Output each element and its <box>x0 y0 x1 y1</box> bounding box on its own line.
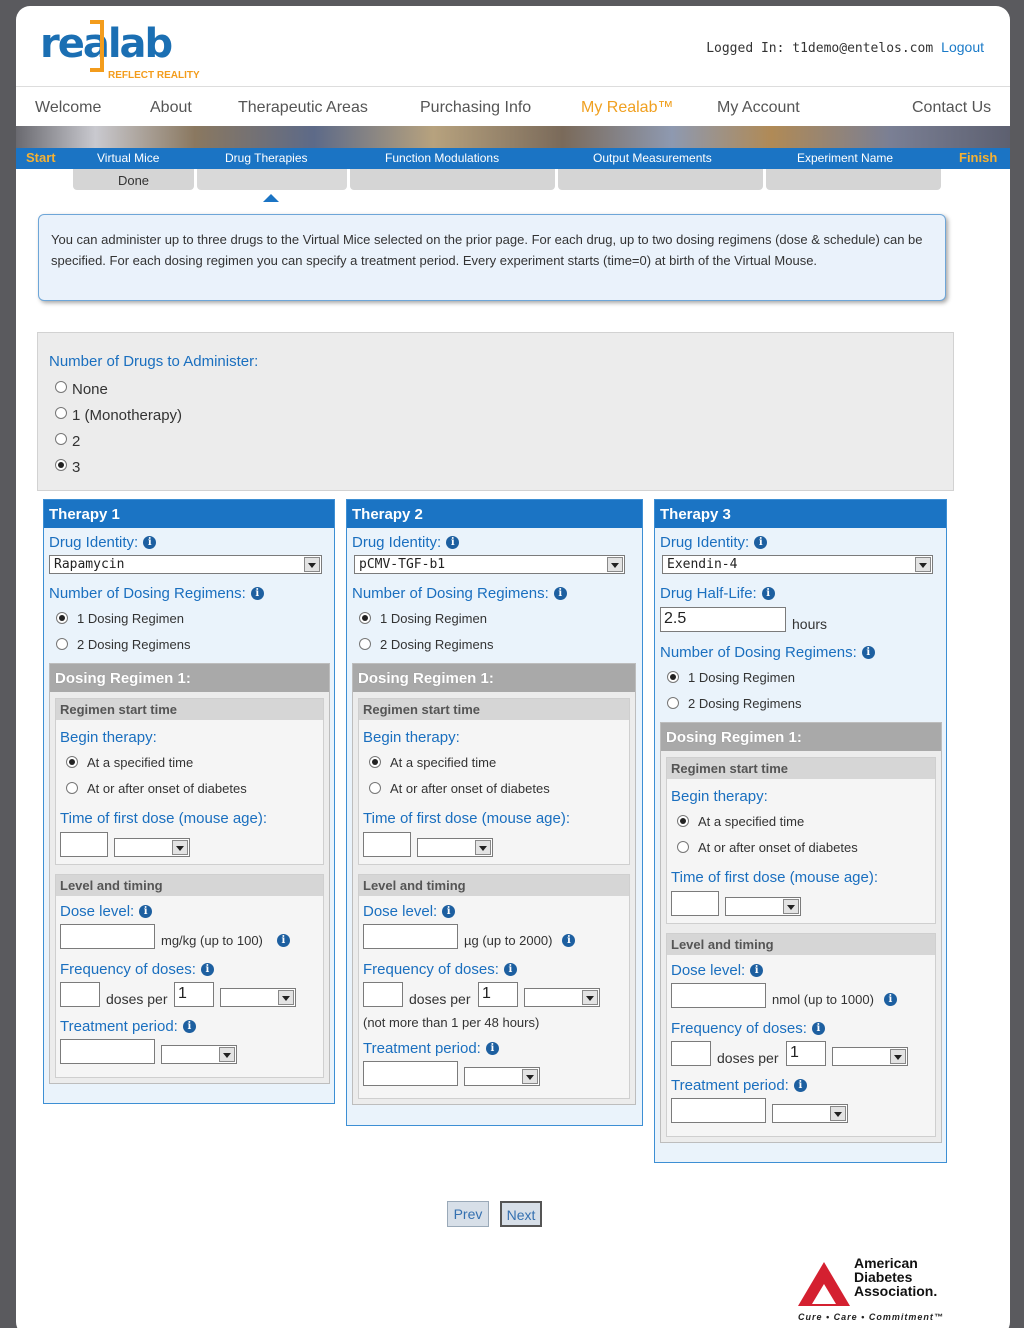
treatment-period-unit-select[interactable] <box>464 1067 540 1086</box>
therapy-1-panel <box>43 499 335 1104</box>
current-step-marker-icon <box>263 194 279 202</box>
therapy-1-regimen-box <box>49 663 330 1084</box>
therapy-3-two-regimens-option[interactable] <box>667 696 801 711</box>
unit-text: mg/kg (up to 100) <box>161 933 263 948</box>
radio-icon[interactable] <box>66 782 78 794</box>
level-timing-header: Level and timing <box>56 875 323 896</box>
label-text: Drug Half-Life: <box>660 585 757 602</box>
dose-unit-label <box>772 992 897 1007</box>
begin-at-onset-option[interactable] <box>369 781 550 796</box>
dose-unit-label <box>161 933 290 948</box>
wizard-step-experiment-name[interactable]: Experiment Name <box>797 151 894 165</box>
wizard-status-output-measurements <box>558 169 763 190</box>
regimen-start-header: Regimen start time <box>667 758 935 779</box>
label-text: Drug Identity: <box>352 534 442 551</box>
regimen-start-section <box>358 698 630 865</box>
info-icon[interactable]: i <box>862 646 875 659</box>
label-text: Frequency of doses: <box>671 1020 807 1037</box>
therapy-3-panel <box>654 499 947 1163</box>
info-icon[interactable]: i <box>139 905 152 918</box>
radio-selected-icon[interactable] <box>66 756 78 768</box>
doses-per-input[interactable]: 1 <box>786 1041 826 1066</box>
chevron-down-icon[interactable] <box>582 990 598 1005</box>
doses-per-unit-select[interactable] <box>832 1047 908 1066</box>
select-value: pCMV-TGF-b1 <box>359 557 446 572</box>
ada-name-line3: Association. <box>854 1283 938 1299</box>
info-icon[interactable]: i <box>562 934 575 947</box>
logout-link[interactable]: Logout <box>941 39 984 55</box>
therapy-3-regimen-box <box>660 722 942 1143</box>
doses-per-input[interactable]: 1 <box>174 982 214 1007</box>
option-label: At or after onset of diabetes <box>390 781 550 796</box>
logo-wordmark: realab <box>40 21 172 67</box>
label-text: Drug Identity: <box>49 534 139 551</box>
level-timing-section <box>55 874 324 1078</box>
level-timing-section <box>358 874 630 1099</box>
num-drugs-label: Number of Drugs to Administer: <box>49 353 259 370</box>
radio-icon[interactable] <box>55 381 67 393</box>
frequency-label <box>60 961 214 978</box>
info-icon[interactable]: i <box>762 587 775 600</box>
half-life-input[interactable]: 2.5 <box>660 607 786 632</box>
radio-icon[interactable] <box>677 841 689 853</box>
ada-name <box>854 1256 937 1298</box>
option-label: At or after onset of diabetes <box>87 781 247 796</box>
doses-count-input[interactable] <box>671 1041 711 1066</box>
doses-per-label: doses per <box>409 991 471 1007</box>
begin-at-specified-option[interactable] <box>66 755 193 770</box>
option-label: At or after onset of diabetes <box>698 840 858 855</box>
chevron-down-icon[interactable] <box>278 990 294 1005</box>
num-drugs-option-2[interactable] <box>55 433 80 450</box>
dose-level-input[interactable] <box>671 983 766 1008</box>
label-text: Number of Dosing Regimens: <box>352 585 549 602</box>
ada-name-line1: American <box>854 1255 918 1271</box>
frequency-note: (not more than 1 per 48 hours) <box>363 1015 540 1030</box>
num-regimens-label <box>352 585 567 602</box>
treatment-period-input[interactable] <box>671 1098 766 1123</box>
wizard-step-drug-therapies[interactable]: Drug Therapies <box>225 151 308 165</box>
info-icon[interactable]: i <box>442 905 455 918</box>
num-drugs-option-3[interactable] <box>55 459 80 476</box>
page-frame <box>16 6 1010 1328</box>
info-icon[interactable]: i <box>554 587 567 600</box>
next-button[interactable]: Next <box>500 1201 542 1227</box>
info-icon[interactable]: i <box>750 964 763 977</box>
unit-text: nmol (up to 1000) <box>772 992 874 1007</box>
radio-selected-icon[interactable] <box>55 459 67 471</box>
ada-logo[interactable] <box>798 1256 998 1326</box>
label-text: Number of Dosing Regimens: <box>49 585 246 602</box>
treatment-period-input[interactable] <box>363 1061 458 1086</box>
therapy-2-one-regimen-option[interactable] <box>359 611 487 626</box>
radio-icon[interactable] <box>55 433 67 445</box>
therapy-2-panel <box>346 499 643 1126</box>
regimen-start-header: Regimen start time <box>56 699 323 720</box>
dosing-regimen-title: Dosing Regimen 1: <box>353 664 635 692</box>
radio-icon[interactable] <box>56 638 68 650</box>
info-icon[interactable]: i <box>504 963 517 976</box>
num-regimens-label <box>49 585 264 602</box>
chevron-down-icon[interactable] <box>475 840 491 855</box>
dose-level-label <box>363 903 455 920</box>
radio-icon[interactable] <box>667 697 679 709</box>
time-first-dose-label: Time of first dose (mouse age): <box>671 869 879 886</box>
begin-at-onset-option[interactable] <box>677 840 858 855</box>
time-first-dose-label: Time of first dose (mouse age): <box>60 810 268 827</box>
time-first-dose-input[interactable] <box>60 832 108 857</box>
label-text: Frequency of doses: <box>60 961 196 978</box>
radio-icon[interactable] <box>369 782 381 794</box>
time-first-dose-unit-select[interactable] <box>417 838 493 857</box>
info-icon[interactable]: i <box>794 1079 807 1092</box>
dosing-regimen-title: Dosing Regimen 1: <box>661 723 941 751</box>
chevron-down-icon[interactable] <box>915 557 931 572</box>
main-nav <box>16 86 1010 128</box>
login-status <box>706 39 984 56</box>
option-label: 1 (Monotherapy) <box>72 407 183 424</box>
therapy-1-drug-select[interactable] <box>49 555 322 574</box>
option-label: 2 <box>72 433 81 450</box>
doses-per-unit-select[interactable] <box>524 988 600 1007</box>
therapy-1-two-regimens-option[interactable] <box>56 637 190 652</box>
nav-item-my-realab[interactable]: My Realab™ <box>581 99 674 116</box>
begin-at-onset-option[interactable] <box>66 781 247 796</box>
treatment-period-label <box>363 1040 499 1057</box>
info-icon[interactable]: i <box>201 963 214 976</box>
label-text: Treatment period: <box>671 1077 789 1094</box>
therapy-2-regimen-box <box>352 663 636 1105</box>
treatment-period-input[interactable] <box>60 1039 155 1064</box>
time-first-dose-input[interactable] <box>671 891 719 916</box>
num-drugs-option-none[interactable] <box>55 381 108 398</box>
header-banner-image <box>16 126 1010 148</box>
nav-item-my-account[interactable]: My Account <box>717 99 800 116</box>
dose-level-label <box>60 903 152 920</box>
info-icon[interactable]: i <box>486 1042 499 1055</box>
doses-per-unit-select[interactable] <box>220 988 296 1007</box>
drug-identity-label <box>352 534 459 551</box>
regimen-start-section <box>55 698 324 865</box>
drug-identity-label <box>660 534 767 551</box>
chevron-down-icon[interactable] <box>607 557 623 572</box>
therapy-3-drug-select[interactable] <box>662 555 933 574</box>
wizard-status-function-modulations <box>350 169 555 190</box>
wizard-status-drug-therapies <box>197 169 347 190</box>
nav-item-therapeutic-areas[interactable]: Therapeutic Areas <box>238 99 368 116</box>
doses-count-input[interactable] <box>60 982 100 1007</box>
radio-selected-icon[interactable] <box>56 612 68 624</box>
begin-therapy-label: Begin therapy: <box>60 729 157 746</box>
doses-count-input[interactable] <box>363 982 403 1007</box>
time-first-dose-input[interactable] <box>363 832 411 857</box>
chevron-down-icon[interactable] <box>783 899 799 914</box>
regimen-start-section <box>666 757 936 924</box>
info-icon[interactable]: i <box>143 536 156 549</box>
chevron-down-icon[interactable] <box>890 1049 906 1064</box>
nav-item-about[interactable]: About <box>150 99 192 116</box>
radio-selected-icon[interactable] <box>359 612 371 624</box>
dose-unit-label <box>464 933 575 948</box>
option-label: 3 <box>72 459 81 476</box>
hours-label: hours <box>792 616 828 632</box>
time-first-dose-label: Time of first dose (mouse age): <box>363 810 571 827</box>
option-label: At a specified time <box>390 755 497 770</box>
treatment-period-unit-select[interactable] <box>772 1104 848 1123</box>
info-icon[interactable]: i <box>183 1020 196 1033</box>
doses-per-label: doses per <box>717 1050 779 1066</box>
num-drugs-option-1[interactable] <box>55 407 182 424</box>
begin-at-specified-option[interactable] <box>677 814 804 829</box>
instructions-box: You can administer up to three drugs to the Virtual Mice selected on the prior page. For each drug, up to two dosing regimens (dose & schedule) can be specified. For each dosing regimen you can specify a treatment period. Every experiment starts (time=0) at birth of the Virtual Mouse. <box>38 214 946 301</box>
chevron-down-icon[interactable] <box>304 557 320 572</box>
doses-per-label: doses per <box>106 991 168 1007</box>
select-value: Exendin-4 <box>667 557 738 572</box>
drug-identity-label <box>49 534 156 551</box>
level-timing-header: Level and timing <box>359 875 629 896</box>
label-text: Dose level: <box>671 962 746 979</box>
treatment-period-label <box>60 1018 196 1035</box>
radio-selected-icon[interactable] <box>677 815 689 827</box>
wizard-step-function-modulations[interactable]: Function Modulations <box>385 151 500 165</box>
ada-name-line2: Diabetes <box>854 1269 913 1285</box>
radio-icon[interactable] <box>359 638 371 650</box>
regimen-start-header: Regimen start time <box>359 699 629 720</box>
option-label: 2 Dosing Regimens <box>688 696 802 711</box>
chevron-down-icon[interactable] <box>830 1106 846 1121</box>
logo-bracket-icon <box>90 20 104 72</box>
ada-tagline: Cure • Care • Commitment™ <box>798 1312 944 1322</box>
prev-button[interactable]: Prev <box>447 1201 489 1227</box>
dose-level-input[interactable] <box>363 924 458 949</box>
option-label: 2 Dosing Regimens <box>77 637 191 652</box>
realab-logo[interactable] <box>40 14 200 84</box>
option-label: At a specified time <box>87 755 194 770</box>
therapy-2-title: Therapy 2 <box>347 500 642 528</box>
chevron-down-icon[interactable] <box>172 840 188 855</box>
option-label: At a specified time <box>698 814 805 829</box>
wizard-step-output-measurements[interactable]: Output Measurements <box>593 151 712 165</box>
label-text: Drug Identity: <box>660 534 750 551</box>
time-first-dose-unit-select[interactable] <box>725 897 801 916</box>
nav-item-contact-us[interactable]: Contact Us <box>912 99 992 116</box>
info-icon[interactable]: i <box>812 1022 825 1035</box>
nav-item-welcome[interactable]: Welcome <box>35 99 102 116</box>
radio-selected-icon[interactable] <box>369 756 381 768</box>
begin-therapy-label: Begin therapy: <box>363 729 460 746</box>
info-icon[interactable]: i <box>277 934 290 947</box>
therapy-3-title: Therapy 3 <box>655 500 946 528</box>
chevron-down-icon[interactable] <box>522 1069 538 1084</box>
label-text: Treatment period: <box>363 1040 481 1057</box>
logo-tagline: REFLECT REALITY <box>108 70 200 81</box>
option-label: 1 Dosing Regimen <box>380 611 487 626</box>
level-timing-header: Level and timing <box>667 934 935 955</box>
label-text: Dose level: <box>60 903 135 920</box>
unit-text: µg (up to 2000) <box>464 933 553 948</box>
level-timing-section <box>666 933 936 1137</box>
info-icon[interactable]: i <box>754 536 767 549</box>
select-value: Rapamycin <box>54 557 125 572</box>
label-text: Dose level: <box>363 903 438 920</box>
option-label: 1 Dosing Regimen <box>77 611 184 626</box>
info-icon[interactable]: i <box>446 536 459 549</box>
wizard-status-virtual-mice: Done <box>73 169 194 190</box>
treatment-period-label <box>671 1077 807 1094</box>
num-regimens-label <box>660 644 875 661</box>
logged-in-text: Logged In: t1demo@entelos.com <box>706 41 934 56</box>
num-drugs-section <box>37 332 954 491</box>
label-text: Number of Dosing Regimens: <box>660 644 857 661</box>
dose-level-label <box>671 962 763 979</box>
time-first-dose-unit-select[interactable] <box>114 838 190 857</box>
wizard-step-virtual-mice[interactable]: Virtual Mice <box>97 151 160 165</box>
doses-per-input[interactable]: 1 <box>478 982 518 1007</box>
dose-level-input[interactable] <box>60 924 155 949</box>
treatment-period-unit-select[interactable] <box>161 1045 237 1064</box>
chevron-down-icon[interactable] <box>219 1047 235 1062</box>
therapy-3-one-regimen-option[interactable] <box>667 670 795 685</box>
wizard-finish: Finish <box>959 150 998 165</box>
frequency-label <box>363 961 517 978</box>
wizard-start: Start <box>26 150 56 165</box>
frequency-label <box>671 1020 825 1037</box>
wizard-status-experiment-name <box>766 169 941 190</box>
ada-triangle-inner <box>812 1284 836 1304</box>
therapy-1-title: Therapy 1 <box>44 500 334 528</box>
therapy-2-two-regimens-option[interactable] <box>359 637 493 652</box>
wizard-steps-bar <box>16 148 1010 169</box>
therapy-1-one-regimen-option[interactable] <box>56 611 184 626</box>
nav-item-purchasing-info[interactable]: Purchasing Info <box>420 99 532 116</box>
dosing-regimen-title: Dosing Regimen 1: <box>50 664 329 692</box>
half-life-label <box>660 585 775 602</box>
info-icon[interactable]: i <box>251 587 264 600</box>
radio-icon[interactable] <box>55 407 67 419</box>
option-label: 1 Dosing Regimen <box>688 670 795 685</box>
option-label: None <box>72 381 108 398</box>
info-icon[interactable]: i <box>884 993 897 1006</box>
therapy-2-drug-select[interactable] <box>354 555 625 574</box>
radio-selected-icon[interactable] <box>667 671 679 683</box>
label-text: Frequency of doses: <box>363 961 499 978</box>
begin-at-specified-option[interactable] <box>369 755 496 770</box>
label-text: Treatment period: <box>60 1018 178 1035</box>
begin-therapy-label: Begin therapy: <box>671 788 768 805</box>
option-label: 2 Dosing Regimens <box>380 637 494 652</box>
